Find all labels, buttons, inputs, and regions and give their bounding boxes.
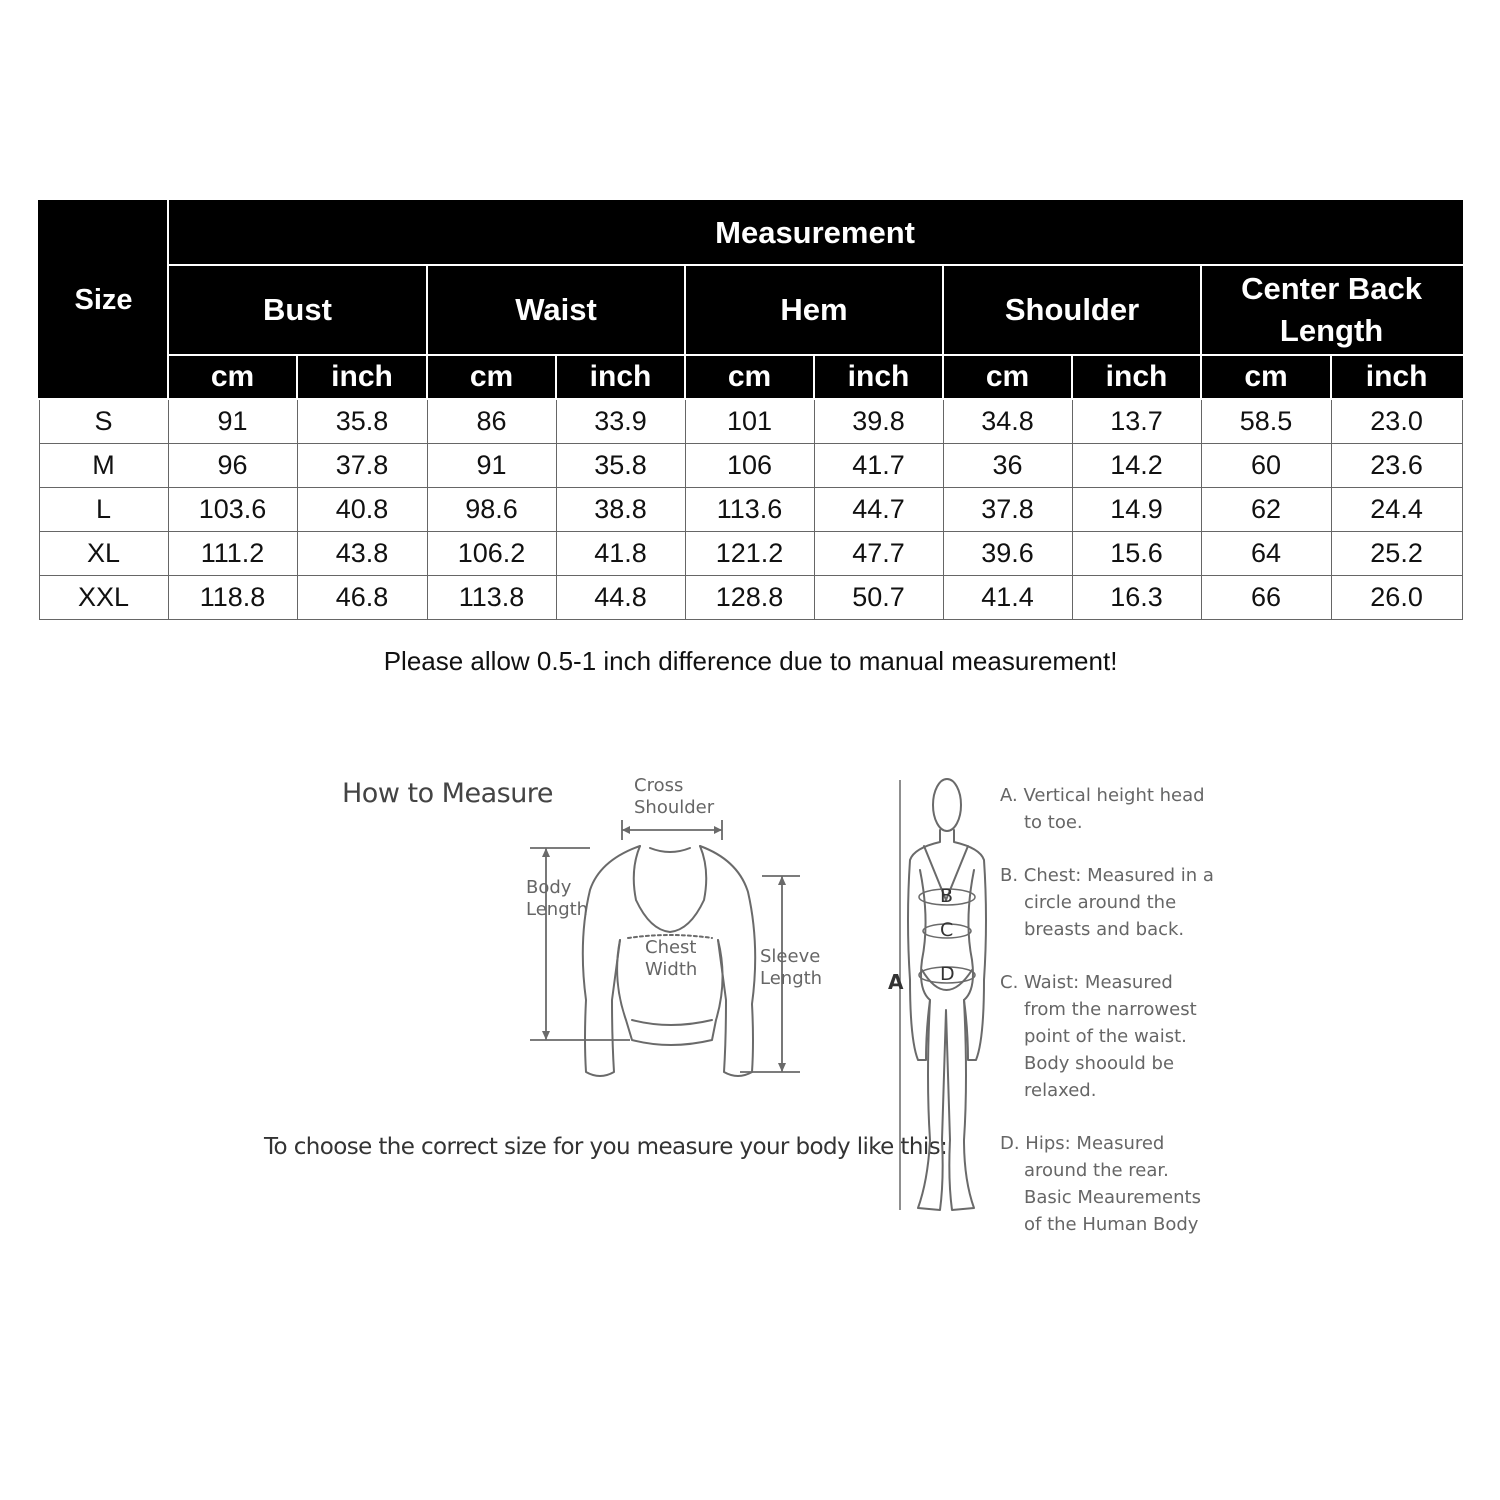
measurement-cell: 47.7 (814, 532, 943, 576)
body-diagram (880, 770, 1000, 1220)
measurement-cell: 23.0 (1331, 399, 1462, 444)
size-chart-table (38, 200, 1463, 702)
legend-item-d: D. Hips: Measured around the rear. Basic Meaurements of the Human Body (1000, 1133, 1201, 1235)
shoulder-header: Shoulder (943, 265, 1201, 355)
unit-cm: cm (943, 355, 1072, 399)
measurement-cell: 23.6 (1331, 444, 1462, 488)
size-cell: S (39, 399, 168, 444)
measurement-cell: 35.8 (297, 399, 427, 444)
measurement-cell: 96 (168, 444, 297, 488)
size-cell: L (39, 488, 168, 532)
measurement-cell: 43.8 (297, 532, 427, 576)
measurement-cell: 36 (943, 444, 1072, 488)
measurement-cell: 103.6 (168, 488, 297, 532)
table-row (39, 488, 1462, 532)
marker-b: B (940, 885, 954, 907)
table-row (39, 576, 1462, 620)
measurement-cell: 26.0 (1331, 576, 1462, 620)
cross-shoulder-label: Cross Shoulder (634, 775, 715, 818)
measurement-cell: 16.3 (1072, 576, 1201, 620)
measurement-cell: 14.9 (1072, 488, 1201, 532)
measurement-cell: 14.2 (1072, 444, 1201, 488)
measurement-cell: 91 (168, 399, 297, 444)
instruction-text: To choose the correct size for you measure your body like this: (264, 1134, 948, 1160)
measurement-cell: 41.8 (556, 532, 685, 576)
measurement-cell: 41.7 (814, 444, 943, 488)
hem-header: Hem (685, 265, 943, 355)
measurement-cell: 50.7 (814, 576, 943, 620)
table-row (39, 532, 1462, 576)
marker-d: D (940, 963, 955, 985)
unit-inch: inch (1331, 355, 1462, 399)
size-header: Size (39, 201, 168, 399)
table-row (39, 399, 1462, 444)
measurement-header: Measurement (168, 201, 1462, 265)
measurement-cell: 113.8 (427, 576, 556, 620)
legend-item-a: A. Vertical height head to toe. (1000, 785, 1205, 833)
measurement-cell: 121.2 (685, 532, 814, 576)
measurement-cell: 111.2 (168, 532, 297, 576)
measurement-cell: 66 (1201, 576, 1331, 620)
measurement-cell: 106 (685, 444, 814, 488)
chest-width-label: Chest Width (645, 937, 698, 980)
measurement-cell: 33.9 (556, 399, 685, 444)
measurement-cell: 35.8 (556, 444, 685, 488)
center-back-length-header: Center Back Length (1201, 265, 1462, 355)
size-cell: M (39, 444, 168, 488)
measurement-cell: 106.2 (427, 532, 556, 576)
waist-header: Waist (427, 265, 685, 355)
measurement-cell: 39.6 (943, 532, 1072, 576)
body-length-label: Body Length (526, 877, 589, 920)
unit-cm: cm (168, 355, 297, 399)
legend-item-b: B. Chest: Measured in a circle around the breasts and back. (1000, 865, 1214, 940)
table-row (39, 444, 1462, 488)
marker-a: A (888, 970, 904, 994)
unit-inch: inch (1072, 355, 1201, 399)
table-body (39, 399, 1462, 620)
legend-item-c: C. Waist: Measured from the narrowest point of the waist. Body shoould be relaxed. (1000, 972, 1197, 1101)
measurement-note: Please allow 0.5-1 inch difference due to manual measurement! (383, 645, 1118, 676)
measurement-cell: 39.8 (814, 399, 943, 444)
measurement-cell: 98.6 (427, 488, 556, 532)
marker-c: C (940, 919, 954, 941)
measurement-cell: 64 (1201, 532, 1331, 576)
measurement-cell: 101 (685, 399, 814, 444)
measurement-cell: 58.5 (1201, 399, 1331, 444)
measurement-cell: 91 (427, 444, 556, 488)
unit-cm: cm (1201, 355, 1331, 399)
measurement-cell: 13.7 (1072, 399, 1201, 444)
measurement-cell: 37.8 (297, 444, 427, 488)
how-to-measure-title: How to Measure (342, 778, 553, 809)
measurement-cell: 62 (1201, 488, 1331, 532)
unit-inch: inch (297, 355, 427, 399)
measurement-cell: 37.8 (943, 488, 1072, 532)
unit-cm: cm (685, 355, 814, 399)
sleeve-length-label: Sleeve Length (760, 946, 823, 989)
measurement-cell: 34.8 (943, 399, 1072, 444)
measurement-cell: 86 (427, 399, 556, 444)
measurement-cell: 40.8 (297, 488, 427, 532)
measurement-cell: 113.6 (685, 488, 814, 532)
measurement-cell: 44.8 (556, 576, 685, 620)
measurement-legend (1000, 782, 1240, 1264)
unit-cm: cm (427, 355, 556, 399)
measurement-cell: 44.7 (814, 488, 943, 532)
measurement-cell: 41.4 (943, 576, 1072, 620)
measurement-cell: 24.4 (1331, 488, 1462, 532)
measurement-cell: 25.2 (1331, 532, 1462, 576)
bust-header: Bust (168, 265, 427, 355)
measurement-cell: 46.8 (297, 576, 427, 620)
measurement-cell: 60 (1201, 444, 1331, 488)
size-cell: XXL (39, 576, 168, 620)
size-cell: XL (39, 532, 168, 576)
measurement-cell: 128.8 (685, 576, 814, 620)
measurement-cell: 118.8 (168, 576, 297, 620)
measurement-cell: 38.8 (556, 488, 685, 532)
unit-inch: inch (556, 355, 685, 399)
unit-inch: inch (814, 355, 943, 399)
measurement-cell: 15.6 (1072, 532, 1201, 576)
